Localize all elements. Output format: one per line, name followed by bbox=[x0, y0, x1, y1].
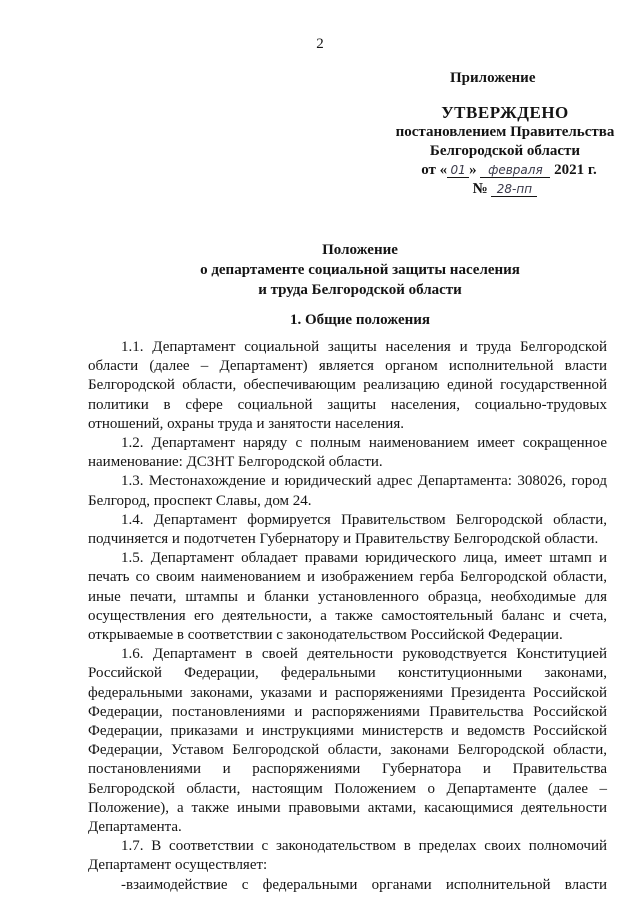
approval-line-2: Белгородской области bbox=[429, 143, 581, 159]
page-number: 2 bbox=[316, 36, 324, 52]
paragraph-1-3: 1.3. Местонахождение и юридический адрес Департамента: 308026, город Белгород, проспект Славы, дом 24. bbox=[88, 473, 607, 509]
approved-stamp-text: УТВЕРЖДЕНО bbox=[441, 103, 569, 122]
paragraph-1-7: 1.7. В соответствии с законодательством в пределах своих полномочий Департамент осуществляет: bbox=[88, 838, 607, 874]
date-prefix: от « bbox=[421, 162, 448, 178]
paragraph-1-1: 1.1. Департамент социальной защиты населения и труда Белгородской области (далее – Департамент) является органом исполнительной власти Белгородской области, обеспечивающим реализацию единой государственной политики в сфере социальной защиты населения, социально-трудовых отношений, охраны труда и занятости населения. bbox=[88, 339, 607, 432]
paragraph-1-2: 1.2. Департамент наряду с полным наименованием имеет сокращенное наименование: ДСЗНТ Белгородской области. bbox=[88, 435, 607, 471]
document-title bbox=[0, 240, 640, 300]
number-handwritten: 28-пп bbox=[491, 182, 537, 197]
title-line-1: Положение bbox=[322, 242, 398, 258]
approval-date bbox=[368, 161, 640, 180]
approval-block bbox=[360, 103, 640, 199]
paragraph-1-5: 1.5. Департамент обладает правами юридического лица, имеет штамп и печать со своим наименованием и изображением герба Белгородской области, иные печати, штампы и бланки установленного образца, необходимые для осуществления его деятельности, а также самостоятельный баланс и счета, открываемые в соответствии с законодательством Российской Федерации. bbox=[88, 550, 607, 644]
approval-line-1: постановлением Правительства bbox=[395, 124, 615, 140]
paragraph-1-6: 1.6. Департамент в своей деятельности руководствуется Конституцией Российской Федерации, федеральными конституционными законами, федеральными законами, указами и распоряжениями Президента Российской Федерации, постановлениями и распоряжениями Правительства Российской Федерации, приказами и инструкциями министерств и ведомств Российской Федерации, Уставом Белгородской области, законами Белгородской области, постановлениями и распоряжениями Губернатора и Правительства Белгородской области, настоящим Положением о Департаменте (далее – Положение), а также иными правовыми актами, касающимися деятельности Департамента. bbox=[88, 646, 607, 836]
document-body bbox=[88, 338, 607, 895]
date-month-handwritten: февраля bbox=[480, 163, 550, 178]
appendix-label: Приложение bbox=[450, 70, 536, 86]
paragraph-1-4: 1.4. Департамент формируется Правительством Белгородской области, подчиняется и подотчетен Губернатору и Правительству Белгородской области. bbox=[88, 511, 607, 548]
date-mid: » bbox=[469, 162, 477, 178]
title-line-2: о департаменте социальной защиты населения bbox=[200, 262, 520, 278]
list-item-cut-off: -взаимодействие с федеральными органами исполнительной власти bbox=[121, 876, 607, 893]
number-prefix: № bbox=[472, 181, 488, 197]
title-line-3: и труда Белгородской области bbox=[258, 282, 462, 298]
approval-number bbox=[360, 180, 640, 199]
date-day-handwritten: 01 bbox=[447, 163, 469, 178]
section-heading: 1. Общие положения bbox=[289, 312, 431, 328]
date-year: 2021 г. bbox=[554, 162, 597, 178]
